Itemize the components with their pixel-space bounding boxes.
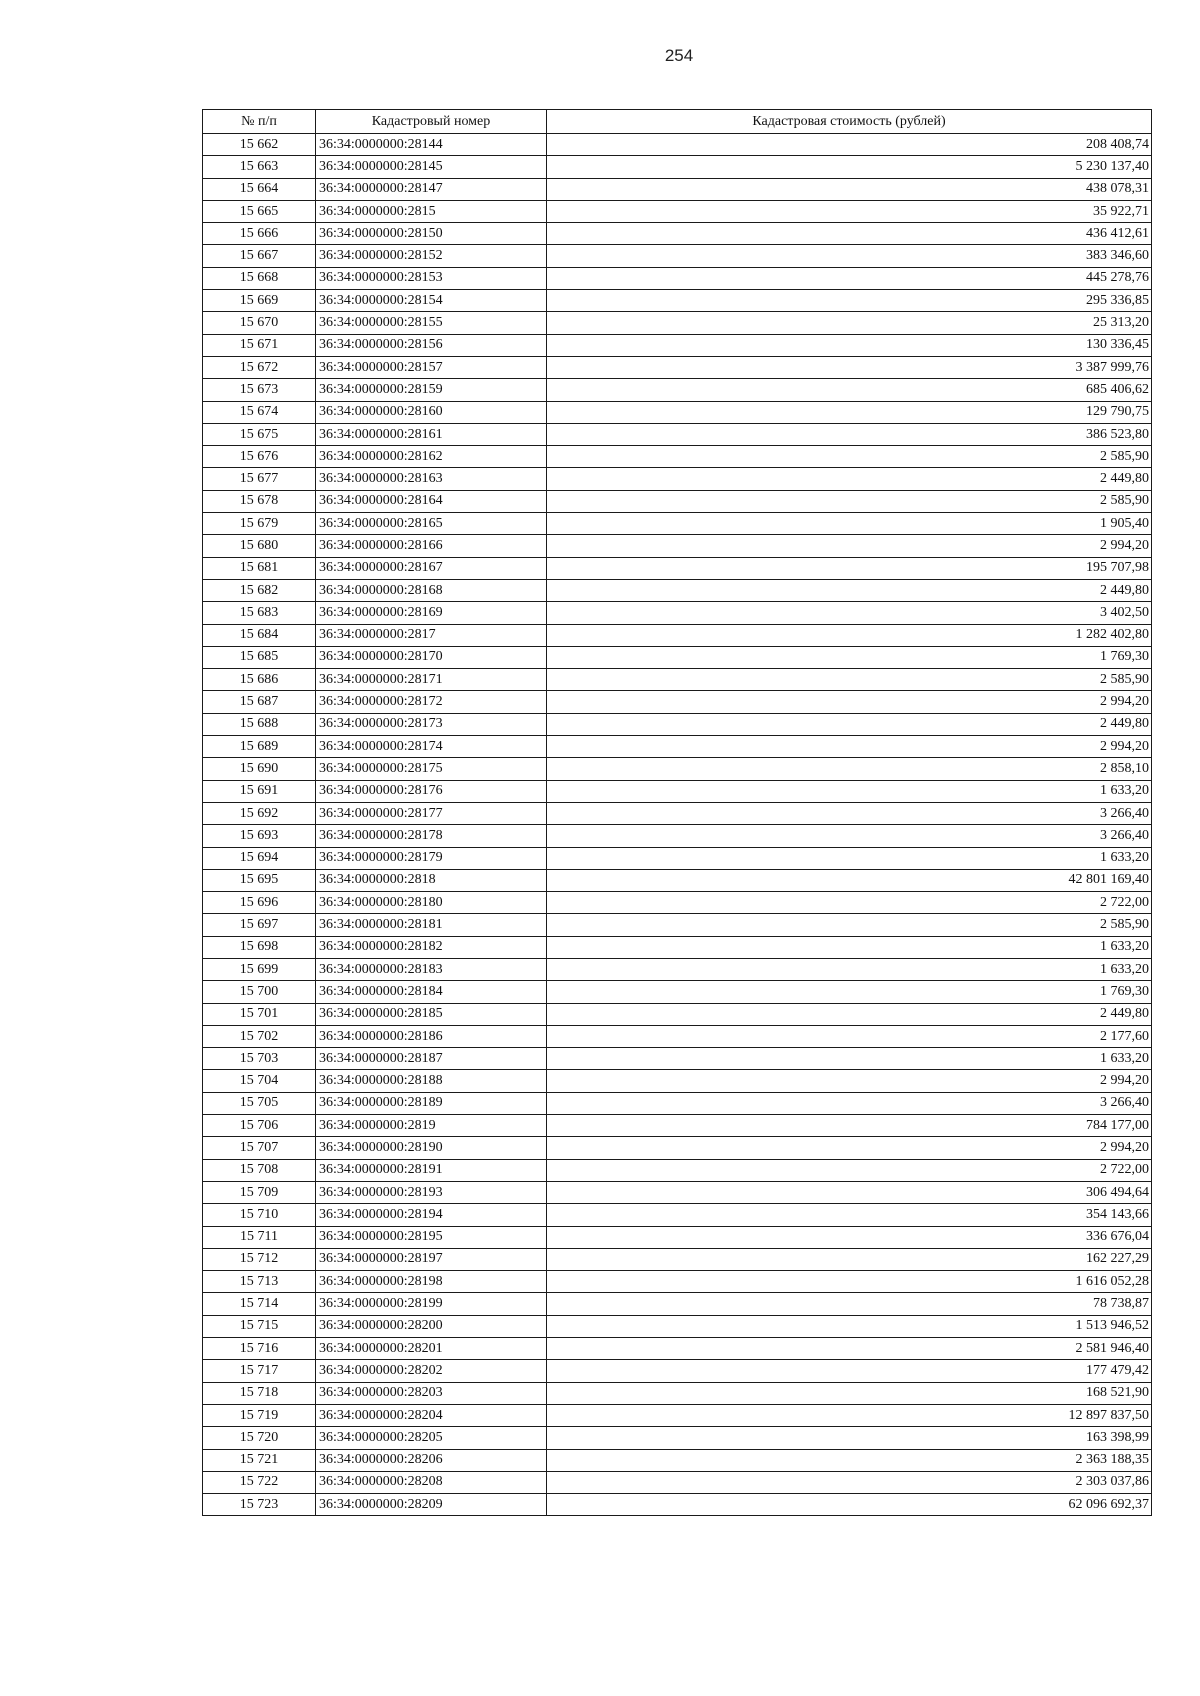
table-row bbox=[203, 847, 1152, 869]
table-row bbox=[203, 1092, 1152, 1114]
cadastral-value-cell: 383 346,60 bbox=[547, 245, 1152, 267]
cadastral-value-cell: 306 494,64 bbox=[547, 1181, 1152, 1203]
row-index-cell: 15 714 bbox=[203, 1293, 316, 1315]
cadastral-value-cell: 2 994,20 bbox=[547, 535, 1152, 557]
row-index-cell: 15 720 bbox=[203, 1427, 316, 1449]
cadastral-number-cell: 36:34:0000000:28202 bbox=[316, 1360, 547, 1382]
row-index-cell: 15 718 bbox=[203, 1382, 316, 1404]
row-index-cell: 15 669 bbox=[203, 290, 316, 312]
table-row bbox=[203, 669, 1152, 691]
row-index-cell: 15 675 bbox=[203, 423, 316, 445]
cadastral-number-cell: 36:34:0000000:28199 bbox=[316, 1293, 547, 1315]
cadastral-number-cell: 36:34:0000000:28156 bbox=[316, 334, 547, 356]
table-row bbox=[203, 1115, 1152, 1137]
row-index-cell: 15 686 bbox=[203, 669, 316, 691]
row-index-cell: 15 706 bbox=[203, 1115, 316, 1137]
table-body bbox=[203, 134, 1152, 1516]
cadastral-value-cell: 354 143,66 bbox=[547, 1204, 1152, 1226]
cadastral-value-cell: 42 801 169,40 bbox=[547, 869, 1152, 891]
cadastral-value-cell: 336 676,04 bbox=[547, 1226, 1152, 1248]
cadastral-value-cell: 2 994,20 bbox=[547, 736, 1152, 758]
cadastral-value-cell: 3 266,40 bbox=[547, 802, 1152, 824]
cadastral-number-cell: 36:34:0000000:28206 bbox=[316, 1449, 547, 1471]
cadastral-number-cell: 36:34:0000000:28166 bbox=[316, 535, 547, 557]
cadastral-value-cell: 2 585,90 bbox=[547, 490, 1152, 512]
cadastral-number-cell: 36:34:0000000:28203 bbox=[316, 1382, 547, 1404]
table-row bbox=[203, 1070, 1152, 1092]
cadastral-number-cell: 36:34:0000000:28191 bbox=[316, 1159, 547, 1181]
cadastral-value-cell: 1 282 402,80 bbox=[547, 624, 1152, 646]
cadastral-value-cell: 163 398,99 bbox=[547, 1427, 1152, 1449]
table-row bbox=[203, 290, 1152, 312]
cadastral-number-cell: 36:34:0000000:28193 bbox=[316, 1181, 547, 1203]
row-index-cell: 15 723 bbox=[203, 1494, 316, 1516]
cadastral-number-cell: 36:34:0000000:28189 bbox=[316, 1092, 547, 1114]
cadastral-value-cell: 1 633,20 bbox=[547, 958, 1152, 980]
table-row bbox=[203, 1427, 1152, 1449]
row-index-cell: 15 681 bbox=[203, 557, 316, 579]
table-row bbox=[203, 802, 1152, 824]
row-index-cell: 15 703 bbox=[203, 1048, 316, 1070]
row-index-cell: 15 671 bbox=[203, 334, 316, 356]
cadastral-number-cell: 36:34:0000000:28194 bbox=[316, 1204, 547, 1226]
cadastral-number-cell: 36:34:0000000:2817 bbox=[316, 624, 547, 646]
row-index-cell: 15 712 bbox=[203, 1248, 316, 1270]
row-index-cell: 15 699 bbox=[203, 958, 316, 980]
table-row bbox=[203, 869, 1152, 891]
cadastral-value-cell: 195 707,98 bbox=[547, 557, 1152, 579]
cadastral-number-cell: 36:34:0000000:2819 bbox=[316, 1115, 547, 1137]
cadastral-number-cell: 36:34:0000000:28200 bbox=[316, 1315, 547, 1337]
cadastral-number-cell: 36:34:0000000:28176 bbox=[316, 780, 547, 802]
cadastral-value-cell: 162 227,29 bbox=[547, 1248, 1152, 1270]
cadastral-number-cell: 36:34:0000000:28157 bbox=[316, 356, 547, 378]
table-header-row bbox=[203, 110, 1152, 134]
cadastral-value-cell: 1 905,40 bbox=[547, 513, 1152, 535]
column-header-cadastral-number: Кадастровый номер bbox=[316, 110, 547, 134]
cadastral-value-cell: 2 581 946,40 bbox=[547, 1338, 1152, 1360]
row-index-cell: 15 683 bbox=[203, 602, 316, 624]
cadastral-number-cell: 36:34:0000000:28187 bbox=[316, 1048, 547, 1070]
page-number: 254 bbox=[664, 46, 694, 65]
cadastral-number-cell: 36:34:0000000:28177 bbox=[316, 802, 547, 824]
cadastral-number-cell: 36:34:0000000:28178 bbox=[316, 825, 547, 847]
table-row bbox=[203, 312, 1152, 334]
cadastral-number-cell: 36:34:0000000:28164 bbox=[316, 490, 547, 512]
cadastral-number-cell: 36:34:0000000:28153 bbox=[316, 267, 547, 289]
cadastral-value-cell: 445 278,76 bbox=[547, 267, 1152, 289]
row-index-cell: 15 691 bbox=[203, 780, 316, 802]
table-row bbox=[203, 691, 1152, 713]
row-index-cell: 15 674 bbox=[203, 401, 316, 423]
row-index-cell: 15 708 bbox=[203, 1159, 316, 1181]
row-index-cell: 15 716 bbox=[203, 1338, 316, 1360]
cadastral-number-cell: 36:34:0000000:28155 bbox=[316, 312, 547, 334]
cadastral-number-cell: 36:34:0000000:28209 bbox=[316, 1494, 547, 1516]
cadastral-value-cell: 2 449,80 bbox=[547, 713, 1152, 735]
table-row bbox=[203, 1271, 1152, 1293]
table-row bbox=[203, 1159, 1152, 1181]
row-index-cell: 15 685 bbox=[203, 646, 316, 668]
row-index-cell: 15 673 bbox=[203, 379, 316, 401]
table-row bbox=[203, 446, 1152, 468]
cadastral-number-cell: 36:34:0000000:28152 bbox=[316, 245, 547, 267]
row-index-cell: 15 679 bbox=[203, 513, 316, 535]
table-row bbox=[203, 334, 1152, 356]
cadastral-value-cell: 1 633,20 bbox=[547, 1048, 1152, 1070]
row-index-cell: 15 677 bbox=[203, 468, 316, 490]
cadastral-number-cell: 36:34:0000000:28180 bbox=[316, 892, 547, 914]
row-index-cell: 15 687 bbox=[203, 691, 316, 713]
cadastral-number-cell: 36:34:0000000:28174 bbox=[316, 736, 547, 758]
cadastral-number-cell: 36:34:0000000:28190 bbox=[316, 1137, 547, 1159]
table-row bbox=[203, 579, 1152, 601]
row-index-cell: 15 702 bbox=[203, 1025, 316, 1047]
cadastral-value-cell: 35 922,71 bbox=[547, 200, 1152, 222]
table-row bbox=[203, 602, 1152, 624]
cadastral-value-cell: 130 336,45 bbox=[547, 334, 1152, 356]
cadastral-value-cell: 2 994,20 bbox=[547, 691, 1152, 713]
table-row bbox=[203, 981, 1152, 1003]
cadastral-number-cell: 36:34:0000000:28179 bbox=[316, 847, 547, 869]
table-row bbox=[203, 1226, 1152, 1248]
cadastral-value-cell: 2 585,90 bbox=[547, 669, 1152, 691]
table-row bbox=[203, 1315, 1152, 1337]
row-index-cell: 15 678 bbox=[203, 490, 316, 512]
cadastral-value-cell: 62 096 692,37 bbox=[547, 1494, 1152, 1516]
row-index-cell: 15 689 bbox=[203, 736, 316, 758]
cadastral-value-cell: 3 266,40 bbox=[547, 825, 1152, 847]
table-row bbox=[203, 223, 1152, 245]
table-row bbox=[203, 513, 1152, 535]
cadastral-value-cell: 2 449,80 bbox=[547, 579, 1152, 601]
table-row bbox=[203, 736, 1152, 758]
row-index-cell: 15 682 bbox=[203, 579, 316, 601]
cadastral-value-cell: 1 633,20 bbox=[547, 936, 1152, 958]
table-row bbox=[203, 1248, 1152, 1270]
row-index-cell: 15 672 bbox=[203, 356, 316, 378]
cadastral-number-cell: 36:34:0000000:28205 bbox=[316, 1427, 547, 1449]
cadastral-number-cell: 36:34:0000000:28184 bbox=[316, 981, 547, 1003]
cadastral-value-cell: 2 449,80 bbox=[547, 1003, 1152, 1025]
row-index-cell: 15 694 bbox=[203, 847, 316, 869]
cadastral-number-cell: 36:34:0000000:28208 bbox=[316, 1471, 547, 1493]
cadastral-value-cell: 3 402,50 bbox=[547, 602, 1152, 624]
row-index-cell: 15 707 bbox=[203, 1137, 316, 1159]
row-index-cell: 15 711 bbox=[203, 1226, 316, 1248]
table-row bbox=[203, 1204, 1152, 1226]
table-row bbox=[203, 624, 1152, 646]
row-index-cell: 15 719 bbox=[203, 1404, 316, 1426]
cadastral-number-cell: 36:34:0000000:28159 bbox=[316, 379, 547, 401]
cadastral-value-cell: 2 722,00 bbox=[547, 892, 1152, 914]
table-row bbox=[203, 892, 1152, 914]
row-index-cell: 15 664 bbox=[203, 178, 316, 200]
cadastral-value-cell: 784 177,00 bbox=[547, 1115, 1152, 1137]
cadastral-value-cell: 2 585,90 bbox=[547, 914, 1152, 936]
row-index-cell: 15 690 bbox=[203, 758, 316, 780]
cadastral-value-cell: 386 523,80 bbox=[547, 423, 1152, 445]
cadastral-number-cell: 36:34:0000000:28183 bbox=[316, 958, 547, 980]
row-index-cell: 15 684 bbox=[203, 624, 316, 646]
cadastral-number-cell: 36:34:0000000:28168 bbox=[316, 579, 547, 601]
cadastral-number-cell: 36:34:0000000:28170 bbox=[316, 646, 547, 668]
row-index-cell: 15 722 bbox=[203, 1471, 316, 1493]
row-index-cell: 15 721 bbox=[203, 1449, 316, 1471]
table-row bbox=[203, 958, 1152, 980]
table-row bbox=[203, 134, 1152, 156]
row-index-cell: 15 717 bbox=[203, 1360, 316, 1382]
table-row bbox=[203, 1338, 1152, 1360]
row-index-cell: 15 713 bbox=[203, 1271, 316, 1293]
row-index-cell: 15 663 bbox=[203, 156, 316, 178]
cadastral-number-cell: 36:34:0000000:28172 bbox=[316, 691, 547, 713]
table-row bbox=[203, 936, 1152, 958]
cadastral-number-cell: 36:34:0000000:28162 bbox=[316, 446, 547, 468]
cadastral-value-cell: 2 363 188,35 bbox=[547, 1449, 1152, 1471]
cadastral-number-cell: 36:34:0000000:28171 bbox=[316, 669, 547, 691]
table-row bbox=[203, 646, 1152, 668]
cadastral-value-cell: 129 790,75 bbox=[547, 401, 1152, 423]
cadastral-number-cell: 36:34:0000000:2818 bbox=[316, 869, 547, 891]
table-row bbox=[203, 1382, 1152, 1404]
cadastral-number-cell: 36:34:0000000:28188 bbox=[316, 1070, 547, 1092]
table-row bbox=[203, 490, 1152, 512]
cadastral-value-cell: 25 313,20 bbox=[547, 312, 1152, 334]
cadastral-value-cell: 1 633,20 bbox=[547, 847, 1152, 869]
cadastral-value-cell: 177 479,42 bbox=[547, 1360, 1152, 1382]
row-index-cell: 15 667 bbox=[203, 245, 316, 267]
table-row bbox=[203, 825, 1152, 847]
table-row bbox=[203, 1293, 1152, 1315]
table-row bbox=[203, 1137, 1152, 1159]
row-index-cell: 15 692 bbox=[203, 802, 316, 824]
table-row bbox=[203, 1449, 1152, 1471]
row-index-cell: 15 695 bbox=[203, 869, 316, 891]
cadastral-value-cell: 1 616 052,28 bbox=[547, 1271, 1152, 1293]
table-row bbox=[203, 1404, 1152, 1426]
cadastral-value-cell: 2 722,00 bbox=[547, 1159, 1152, 1181]
row-index-cell: 15 662 bbox=[203, 134, 316, 156]
table-row bbox=[203, 267, 1152, 289]
cadastral-number-cell: 36:34:0000000:28197 bbox=[316, 1248, 547, 1270]
row-index-cell: 15 715 bbox=[203, 1315, 316, 1337]
cadastral-value-cell: 1 633,20 bbox=[547, 780, 1152, 802]
row-index-cell: 15 709 bbox=[203, 1181, 316, 1203]
table-row bbox=[203, 535, 1152, 557]
table-row bbox=[203, 1471, 1152, 1493]
cadastral-number-cell: 36:34:0000000:28163 bbox=[316, 468, 547, 490]
cadastral-value-cell: 438 078,31 bbox=[547, 178, 1152, 200]
row-index-cell: 15 680 bbox=[203, 535, 316, 557]
cadastral-number-cell: 36:34:0000000:28144 bbox=[316, 134, 547, 156]
row-index-cell: 15 705 bbox=[203, 1092, 316, 1114]
table-row bbox=[203, 356, 1152, 378]
cadastral-number-cell: 36:34:0000000:2815 bbox=[316, 200, 547, 222]
table-row bbox=[203, 468, 1152, 490]
table-row bbox=[203, 1181, 1152, 1203]
cadastral-number-cell: 36:34:0000000:28204 bbox=[316, 1404, 547, 1426]
cadastral-number-cell: 36:34:0000000:28169 bbox=[316, 602, 547, 624]
cadastral-value-cell: 1 769,30 bbox=[547, 981, 1152, 1003]
table-row bbox=[203, 156, 1152, 178]
row-index-cell: 15 698 bbox=[203, 936, 316, 958]
cadastral-value-cell: 436 412,61 bbox=[547, 223, 1152, 245]
cadastral-number-cell: 36:34:0000000:28154 bbox=[316, 290, 547, 312]
cadastral-number-cell: 36:34:0000000:28161 bbox=[316, 423, 547, 445]
table-row bbox=[203, 1360, 1152, 1382]
table-row bbox=[203, 423, 1152, 445]
cadastral-value-table bbox=[202, 109, 1152, 1516]
cadastral-value-cell: 208 408,74 bbox=[547, 134, 1152, 156]
row-index-cell: 15 665 bbox=[203, 200, 316, 222]
cadastral-value-cell: 1 513 946,52 bbox=[547, 1315, 1152, 1337]
row-index-cell: 15 676 bbox=[203, 446, 316, 468]
table-row bbox=[203, 178, 1152, 200]
cadastral-value-cell: 2 858,10 bbox=[547, 758, 1152, 780]
cadastral-number-cell: 36:34:0000000:28160 bbox=[316, 401, 547, 423]
cadastral-number-cell: 36:34:0000000:28150 bbox=[316, 223, 547, 245]
row-index-cell: 15 666 bbox=[203, 223, 316, 245]
cadastral-value-cell: 295 336,85 bbox=[547, 290, 1152, 312]
table-row bbox=[203, 914, 1152, 936]
cadastral-value-cell: 168 521,90 bbox=[547, 1382, 1152, 1404]
row-index-cell: 15 670 bbox=[203, 312, 316, 334]
cadastral-number-cell: 36:34:0000000:28181 bbox=[316, 914, 547, 936]
cadastral-value-cell: 2 994,20 bbox=[547, 1070, 1152, 1092]
column-header-cadastral-value: Кадастровая стоимость (рублей) bbox=[547, 110, 1152, 134]
table-row bbox=[203, 401, 1152, 423]
table-row bbox=[203, 758, 1152, 780]
cadastral-number-cell: 36:34:0000000:28167 bbox=[316, 557, 547, 579]
table-row bbox=[203, 1025, 1152, 1047]
row-index-cell: 15 700 bbox=[203, 981, 316, 1003]
table-row bbox=[203, 1494, 1152, 1516]
row-index-cell: 15 693 bbox=[203, 825, 316, 847]
table-row bbox=[203, 200, 1152, 222]
cadastral-value-cell: 12 897 837,50 bbox=[547, 1404, 1152, 1426]
cadastral-value-cell: 3 266,40 bbox=[547, 1092, 1152, 1114]
table-row bbox=[203, 245, 1152, 267]
cadastral-number-cell: 36:34:0000000:28182 bbox=[316, 936, 547, 958]
table-row bbox=[203, 713, 1152, 735]
table-row bbox=[203, 1048, 1152, 1070]
cadastral-number-cell: 36:34:0000000:28145 bbox=[316, 156, 547, 178]
row-index-cell: 15 697 bbox=[203, 914, 316, 936]
row-index-cell: 15 696 bbox=[203, 892, 316, 914]
table-row bbox=[203, 780, 1152, 802]
cadastral-number-cell: 36:34:0000000:28185 bbox=[316, 1003, 547, 1025]
cadastral-number-cell: 36:34:0000000:28165 bbox=[316, 513, 547, 535]
cadastral-number-cell: 36:34:0000000:28186 bbox=[316, 1025, 547, 1047]
cadastral-number-cell: 36:34:0000000:28175 bbox=[316, 758, 547, 780]
cadastral-value-cell: 3 387 999,76 bbox=[547, 356, 1152, 378]
cadastral-value-cell: 78 738,87 bbox=[547, 1293, 1152, 1315]
cadastral-table-container bbox=[202, 109, 1151, 1516]
table-row bbox=[203, 379, 1152, 401]
cadastral-number-cell: 36:34:0000000:28147 bbox=[316, 178, 547, 200]
cadastral-value-cell: 2 449,80 bbox=[547, 468, 1152, 490]
cadastral-number-cell: 36:34:0000000:28195 bbox=[316, 1226, 547, 1248]
cadastral-number-cell: 36:34:0000000:28201 bbox=[316, 1338, 547, 1360]
cadastral-value-cell: 2 303 037,86 bbox=[547, 1471, 1152, 1493]
row-index-cell: 15 710 bbox=[203, 1204, 316, 1226]
cadastral-value-cell: 2 994,20 bbox=[547, 1137, 1152, 1159]
row-index-cell: 15 701 bbox=[203, 1003, 316, 1025]
row-index-cell: 15 704 bbox=[203, 1070, 316, 1092]
cadastral-number-cell: 36:34:0000000:28198 bbox=[316, 1271, 547, 1293]
table-row bbox=[203, 557, 1152, 579]
row-index-cell: 15 668 bbox=[203, 267, 316, 289]
column-header-index: № п/п bbox=[203, 110, 316, 134]
table-row bbox=[203, 1003, 1152, 1025]
cadastral-value-cell: 2 585,90 bbox=[547, 446, 1152, 468]
cadastral-value-cell: 2 177,60 bbox=[547, 1025, 1152, 1047]
row-index-cell: 15 688 bbox=[203, 713, 316, 735]
cadastral-value-cell: 685 406,62 bbox=[547, 379, 1152, 401]
cadastral-value-cell: 1 769,30 bbox=[547, 646, 1152, 668]
cadastral-number-cell: 36:34:0000000:28173 bbox=[316, 713, 547, 735]
cadastral-value-cell: 5 230 137,40 bbox=[547, 156, 1152, 178]
